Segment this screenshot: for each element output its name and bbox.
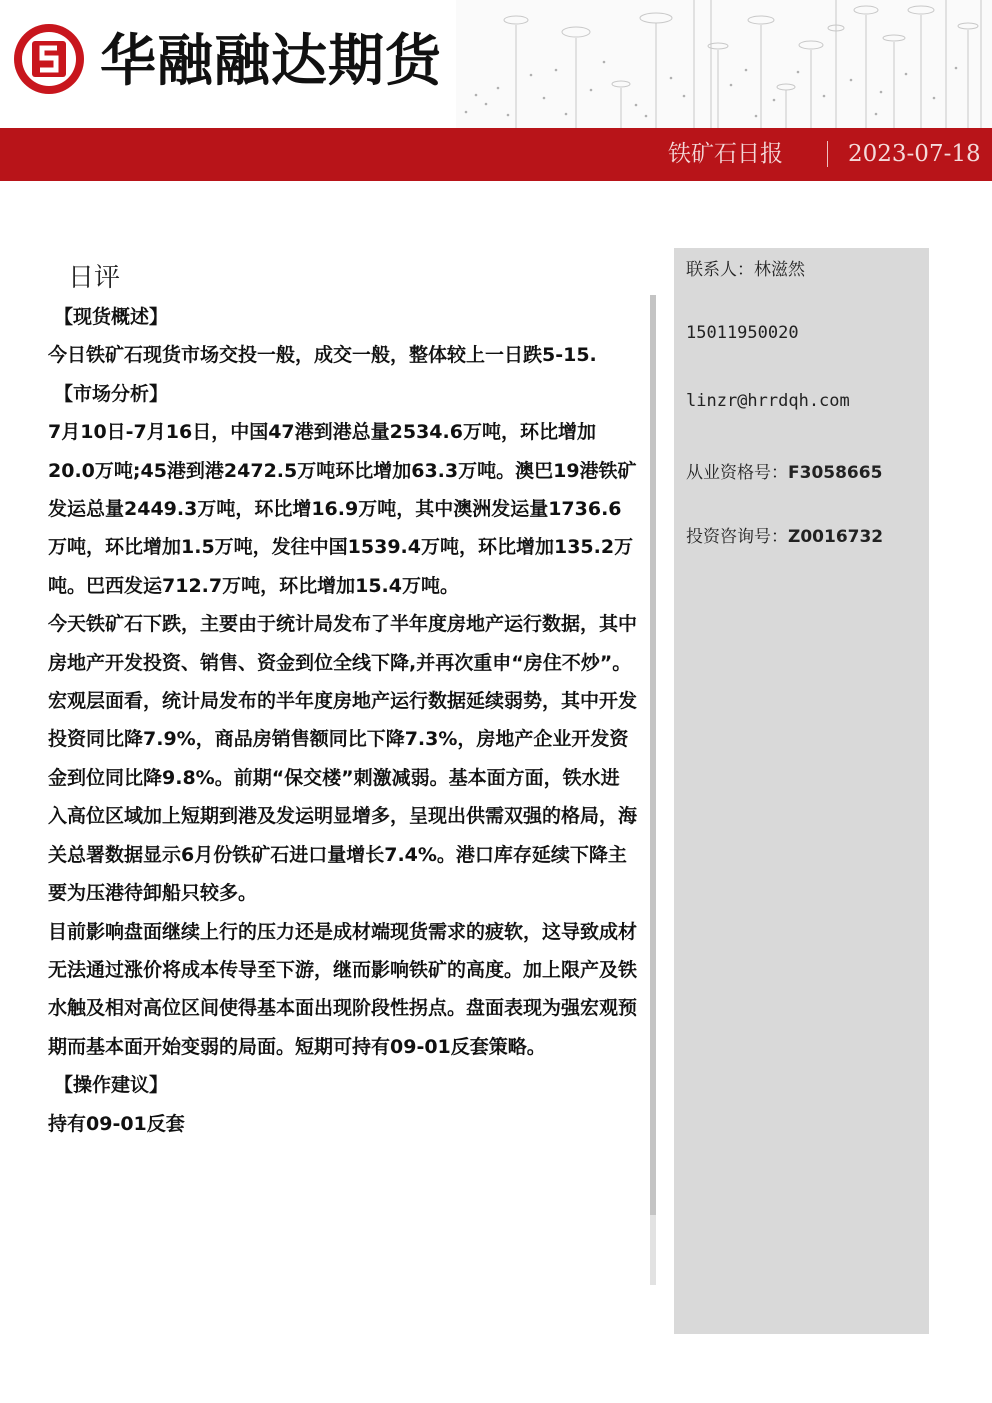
section-heading: 日评 (68, 263, 121, 293)
report-body (48, 298, 638, 1143)
company-name: 华融融达期货 (100, 28, 442, 94)
advice-text: 持有09-01反套 (48, 1112, 185, 1135)
spot-section-title: 【现货概述】 (54, 306, 169, 328)
qualification-number (686, 458, 882, 483)
contact-person: 联系人：林滋然 (686, 260, 805, 280)
qualification-value: F3058665 (788, 463, 883, 483)
market-paragraph-2: 今天铁矿石下跌，主要由于统计局发布了半年度房地产运行数据，其中房地产开发投资、销售、资金到位全线下降,并再次重申“房住不炒”。 (48, 613, 638, 674)
title-band (0, 128, 992, 181)
market-paragraph-1: 7月10日-7月16日，中国47港到港总量2534.6万吨，环比增加20.0万吨;45港到港2472.5万吨环比增加63.3万吨。澳巴19港铁矿发运总量2449.3万吨，环比增16.9万吨，其中澳洲发运量1736.6万吨，环比增加1.5万吨，发往中国1539.4万吨，环比增加135.2万吨。巴西发运712.7万吨，环比增加15.4万吨。 (48, 421, 637, 597)
contact-phone: 15011950020 (686, 323, 799, 343)
advice-section-title: 【操作建议】 (54, 1074, 169, 1097)
report-title: 铁矿石日报 (668, 141, 783, 167)
market-paragraph-4: 目前影响盘面继续上行的压力还是成材端现货需求的疲软，这导致成材无法通过涨价将成本传导至下游，继而影响铁矿的高度。加上限产及铁水触及相对高位区间使得基本面出现阶段性拐点。盘面表现为强宏观预期而基本面开始变弱的局面。短期可持有09-01反套策略。 (48, 920, 638, 1058)
qualification-label: 从业资格号： (686, 463, 788, 483)
scrollbar-thumb[interactable] (650, 295, 656, 1215)
market-paragraph-3: 宏观层面看，统计局发布的半年度房地产运行数据延续弱势，其中开发投资同比降7.9%，商品房销售额同比下降7.3%，房地产企业开发资金到位同比降9.8%。前期“保交楼”刺激减弱。基本面方面，铁水进入高位区域加上短期到港及发运明显增多，呈现出供需双强的格局，海关总署数据显示6月份铁矿石进口量增长7.4%。港口库存延续下降主要为压港待卸船只较多。 (48, 690, 638, 905)
advisory-value: Z0016732 (788, 527, 884, 547)
report-date: 2023-07-18 (848, 141, 981, 167)
spot-text: 今日铁矿石现货市场交投一般，成交一般，整体较上一日跌5-15. (48, 344, 597, 367)
title-divider (827, 141, 828, 167)
company-logo (12, 22, 86, 96)
market-section-title: 【市场分析】 (54, 382, 169, 405)
contact-email[interactable]: linzr@hrrdqh.com (686, 391, 850, 411)
advisory-label: 投资咨询号： (686, 527, 788, 547)
advisory-number (686, 522, 883, 547)
header-decoration (456, 0, 992, 128)
